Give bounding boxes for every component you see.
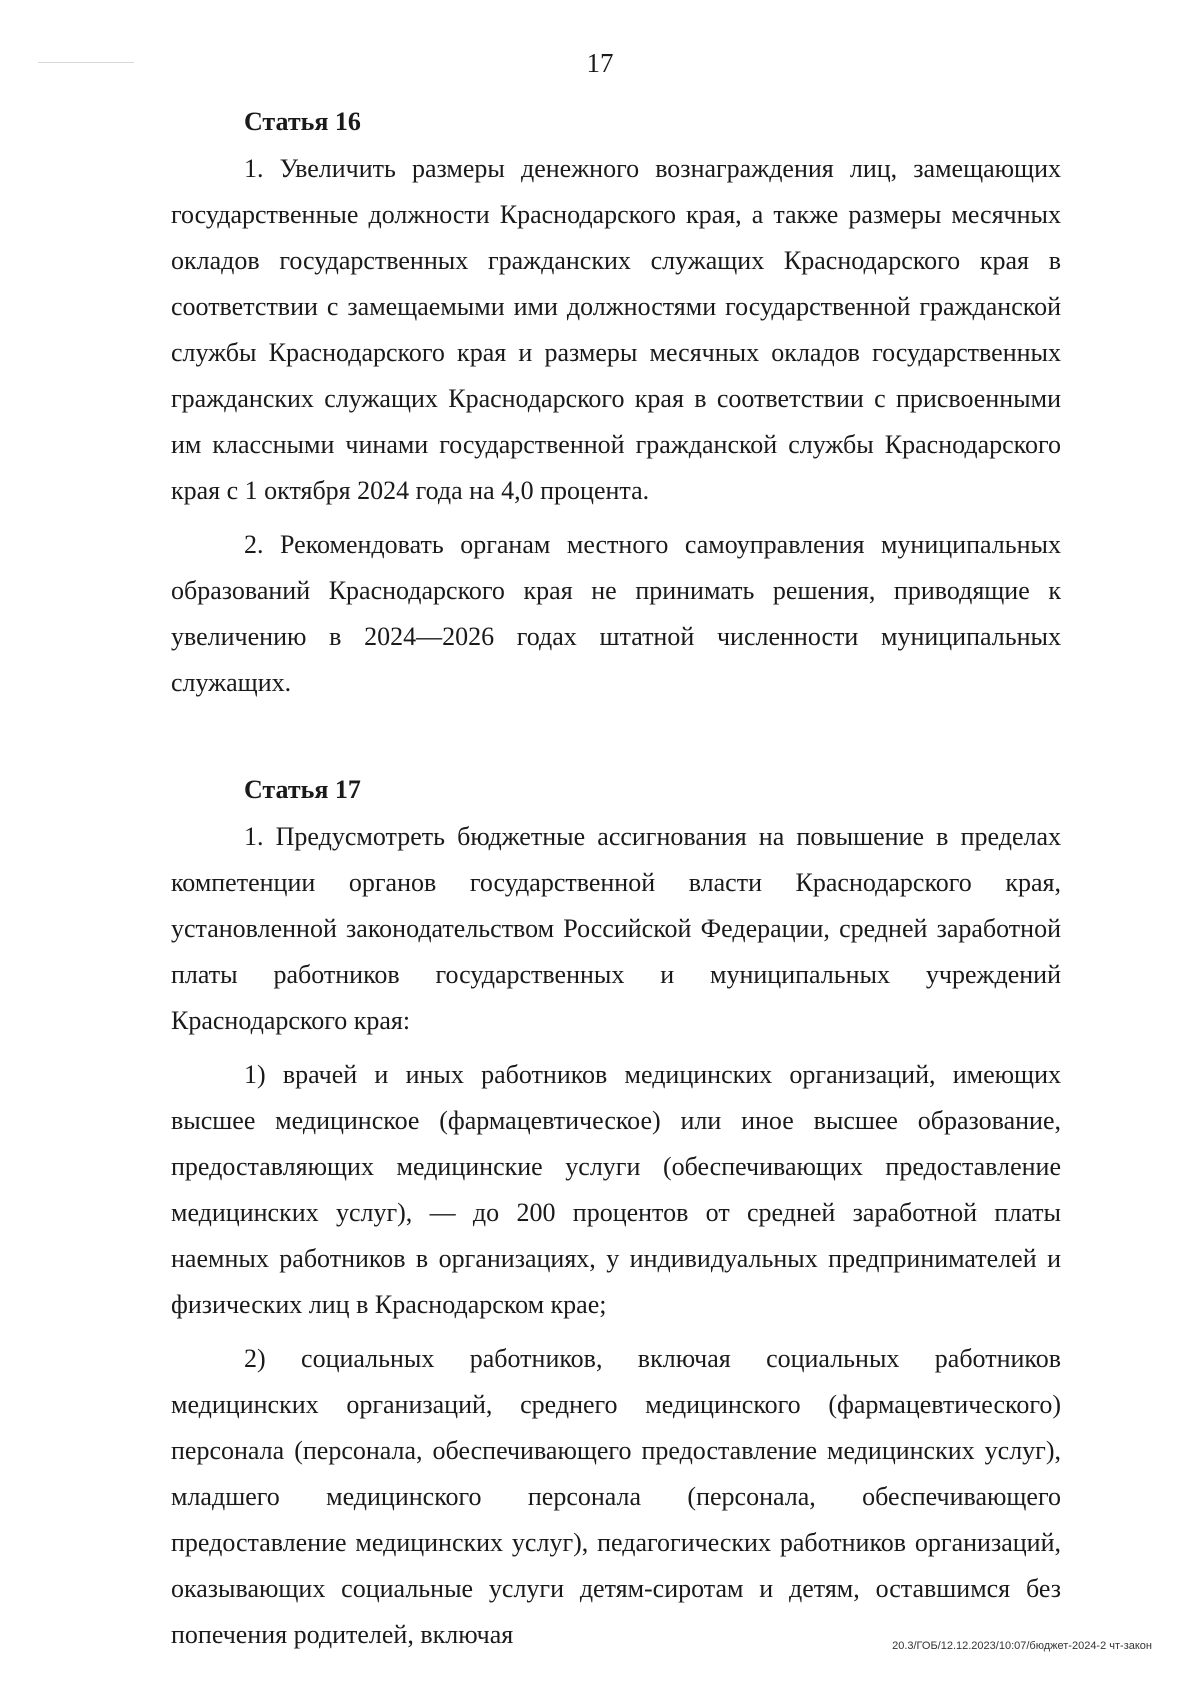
article-title: Статья 17 [244, 775, 361, 804]
paragraph: 2) социальных работников, включая социальных работников медицинских организаций, среднего медицинского (фармацевтического) персонала (персонала, обеспечивающего предоставление медицинских услуг), младшего медицинского персонала (персонала, обеспечивающего предоставление медицинских услуг), педагогических работников организаций, оказывающих социальные услуги детям-сиротам и детям, оставшимся без попечения родителей, включая [171, 1344, 1061, 1649]
page-number: 17 [586, 48, 614, 78]
paragraph: 1) врачей и иных работников медицинских организаций, имеющих высшее медицинское (фармацевтическое) или иное высшее образование, предоставляющих медицинские услуги (обеспечивающих предоставление медицинских услуг), — до 200 процентов от средней заработной платы наемных работников в организациях, у индивидуальных предпринимателей и физических лиц в Краснодарском крае; [171, 1060, 1061, 1319]
document-footer-code: 20.3/ГОБ/12.12.2023/10:07/бюджет-2024-2 чт-закон [892, 1640, 1152, 1652]
section-gap [171, 714, 1061, 772]
article-17 [171, 772, 1061, 1658]
paragraph: 1. Предусмотреть бюджетные ассигнования на повышение в пределах компетенции органов государственной власти Краснодарского края, установленной законодательством Российской Федерации, средней заработной платы работников государственных и муниципальных учреждений Краснодарского края: [171, 822, 1061, 1035]
document-body [171, 104, 1061, 1666]
paragraph: 2. Рекомендовать органам местного самоуправления муниципальных образований Краснодарского края не принимать решения, приводящие к увеличению в 2024—2026 годах штатной численности муниципальных служащих. [171, 530, 1061, 697]
paragraph: 1. Увеличить размеры денежного вознаграждения лиц, замещающих государственные должности Краснодарского края, а также размеры месячных окладов государственных гражданских служащих Краснодарского края в соответствии с замещаемыми ими должностями государственной гражданской службы Краснодарского края и размеры месячных окладов государственных гражданских служащих Краснодарского края в соответствии с присвоенными им классными чинами государственной гражданской службы Краснодарского края с 1 октября 2024 года на 4,0 процента. [171, 154, 1061, 505]
article-title: Статья 16 [244, 107, 361, 136]
article-16 [171, 104, 1061, 706]
